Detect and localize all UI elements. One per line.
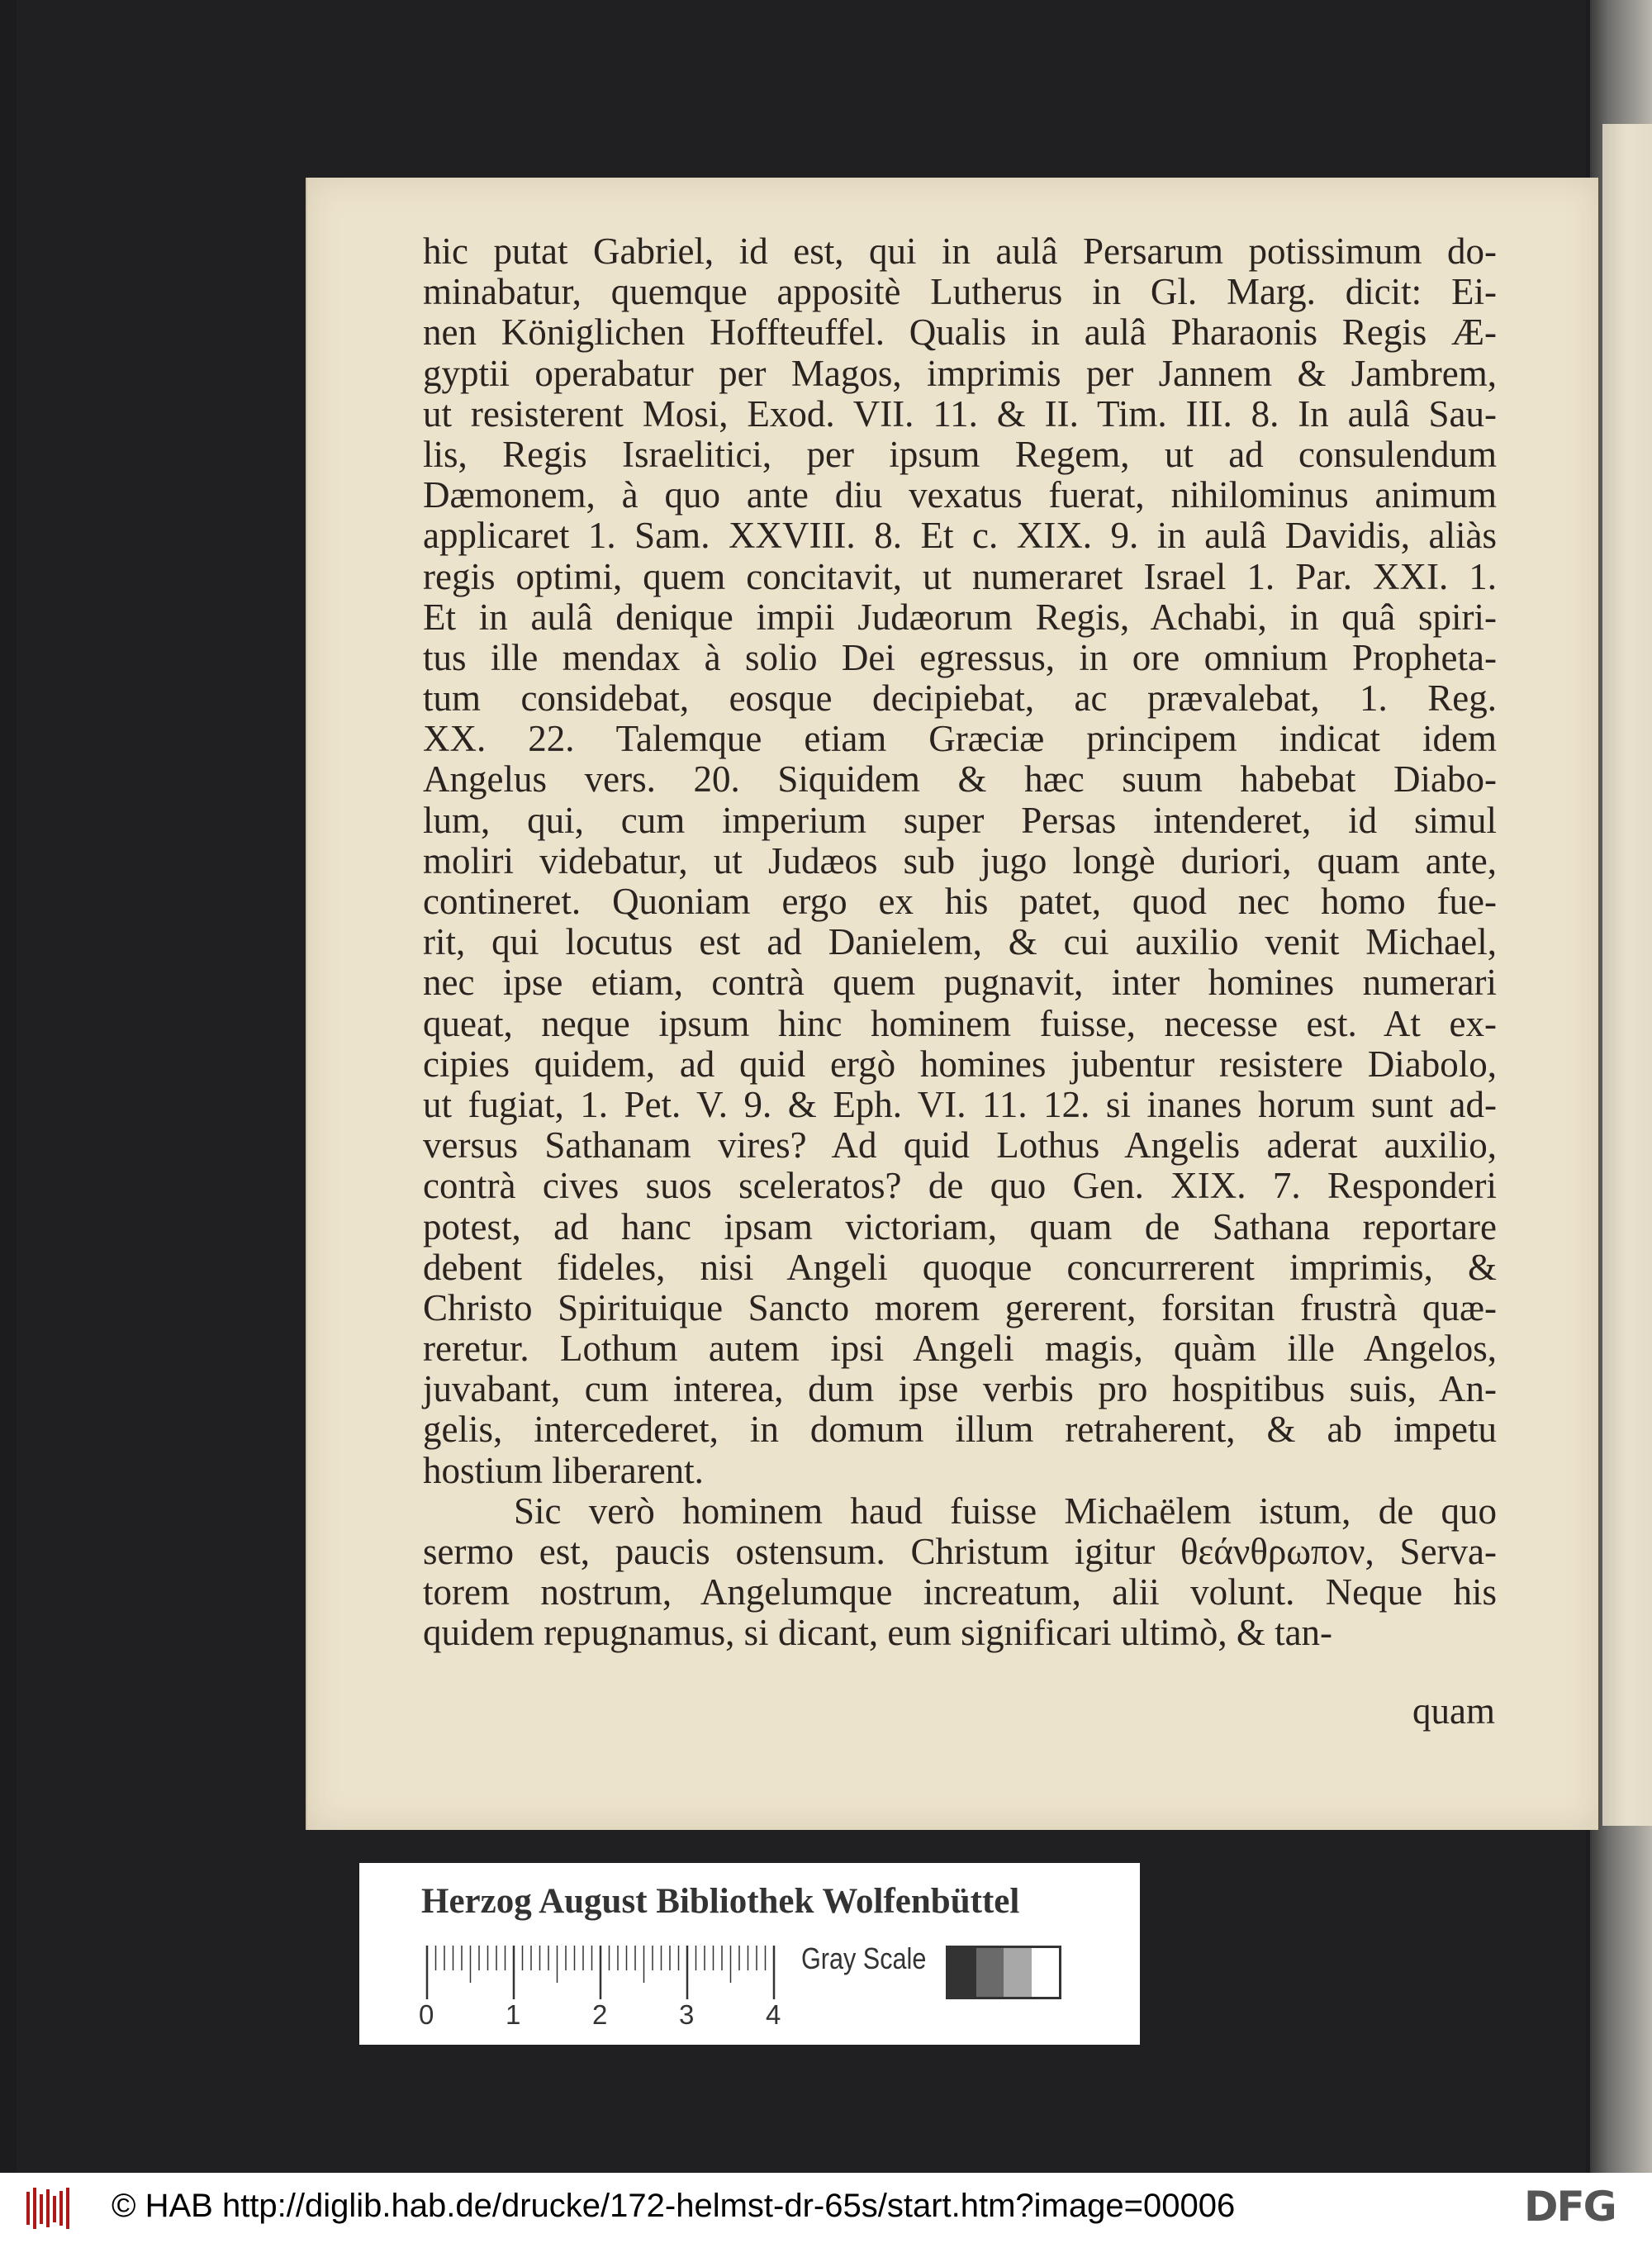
text-line: ut fugiat, 1. Pet. V. 9. & Eph. VI. 11. 12. si inanes horum sunt ad- — [423, 1083, 1497, 1125]
text-line: nec ipse etiam, contrà quem pugnavit, inter homines numerari — [423, 962, 1497, 1004]
page-text-block — [423, 231, 1497, 1654]
gray-scale-label: Gray Scale — [801, 1941, 927, 1975]
text-line: gyptii operabatur per Magos, imprimis per Jannem & Jambrem, — [423, 352, 1497, 394]
text-line: applicaret 1. Sam. XXVIII. 8. Et c. XIX. 9. in aulâ Davidis, aliàs — [423, 515, 1497, 557]
gray-patch — [976, 1948, 1004, 1997]
text-line: sermo est, paucis ostensum. Christum igitur θεάνθρωπον, Serva- — [423, 1531, 1497, 1572]
text-line: queat, neque ipsum hinc hominem fuisse, necesse est. At ex- — [423, 1002, 1497, 1044]
printed-page — [306, 178, 1598, 1830]
text-line: Et in aulâ denique impii Judæorum Regis, Achabi, in quâ spiri- — [423, 596, 1497, 638]
ruler-number: 0 — [419, 1999, 434, 2030]
text-line: tus ille mendax à solio Dei egressus, in ore omnium Propheta- — [423, 636, 1497, 678]
text-line: XX. 22. Talemque etiam Græciæ principem indicat idem — [423, 718, 1497, 760]
catchword: quam — [1412, 1690, 1495, 1732]
library-color-card — [359, 1863, 1140, 2045]
text-line: Sic verò hominem haud fuisse Michaëlem istum, de quo — [514, 1490, 1497, 1532]
text-line: versus Sathanam vires? Ad quid Lothus Angelis aderat auxilio, — [423, 1124, 1497, 1167]
gray-patch — [1004, 1948, 1032, 1997]
text-line: minabatur, quemque appositè Lutherus in Gl. Marg. dicit: Ei- — [423, 271, 1497, 313]
text-line: Angelus vers. 20. Siquidem & hæc suum habebat Diabo- — [423, 758, 1497, 801]
hab-barcode-logo-icon — [25, 2188, 74, 2229]
gray-patch — [1032, 1948, 1060, 1997]
ruler-scale — [424, 1946, 779, 2003]
text-line: lum, qui, cum imperium super Persas intenderet, id simul — [423, 799, 1497, 841]
text-line: debent fideles, nisi Angeli quoque concurrerent imprimis, & — [423, 1246, 1497, 1288]
dfg-logo: DFG — [1524, 2183, 1616, 2231]
text-line: hostium liberarent. — [423, 1449, 704, 1491]
text-line: contineret. Quoniam ergo ex his patet, quod nec homo fue- — [423, 881, 1497, 922]
text-line: contrà cives suos sceleratos? de quo Gen. XIX. 7. Responderi — [423, 1165, 1497, 1207]
gray-scale-patches — [946, 1946, 1061, 1999]
text-line: regis optimi, quem concitavit, ut numeraret Israel 1. Par. XXI. 1. — [423, 555, 1497, 597]
text-line: gelis, intercederet, in domum illum retraherent, & ab impetu — [423, 1409, 1497, 1451]
text-line: juvabant, cum interea, dum ipse verbis pro hospitibus suis, An- — [423, 1368, 1497, 1410]
text-line: rit, qui locutus est ad Danielem, & cui auxilio venit Michael, — [423, 921, 1497, 963]
text-line: ut resisterent Mosi, Exod. VII. 11. & II. Tim. III. 8. In aulâ Sau- — [423, 392, 1497, 435]
footer-copyright-url: © HAB http://diglib.hab.de/drucke/172-helmst-dr-65s/start.htm?image=00006 — [112, 2188, 1236, 2224]
ruler-number: 1 — [506, 1999, 521, 2030]
text-line: moliri videbatur, ut Judæos sub jugo longè duriori, quam ante, — [423, 839, 1497, 882]
text-line: hic putat Gabriel, id est, qui in aulâ Persarum potissimum do- — [423, 230, 1497, 272]
text-line: quidem repugnamus, si dicant, eum significari ultimò, & tan- — [423, 1612, 1333, 1654]
text-line: cipies quidem, ad quid ergò homines jubentur resistere Diabolo, — [423, 1043, 1497, 1085]
ruler-number: 2 — [592, 1999, 608, 2030]
text-line: nen Königlichen Hoffteuffel. Qualis in aulâ Pharaonis Regis Æ- — [423, 311, 1497, 354]
text-line: torem nostrum, Angelumque increatum, alii volunt. Neque his — [423, 1571, 1497, 1613]
ruler-number: 4 — [766, 1999, 781, 2030]
ruler-number: 3 — [679, 1999, 695, 2030]
text-line: potest, ad hanc ipsam victoriam, quam de Sathana reportare — [423, 1205, 1497, 1247]
gray-patch — [948, 1948, 976, 1997]
text-line: Dæmonem, à quo ante diu vexatus fuerat, nihilominus animum — [423, 474, 1497, 516]
text-line: reretur. Lothum autem ipsi Angeli magis, quàm ille Angelos, — [423, 1328, 1497, 1370]
text-line: tum considebat, eosque decipiebat, ac prævalebat, 1. Reg. — [423, 677, 1497, 720]
library-name: Herzog August Bibliothek Wolfenbüttel — [421, 1882, 1020, 1921]
text-line: Christo Spirituique Sancto morem gererent, forsitan frustrà quæ- — [423, 1286, 1497, 1328]
text-line: lis, Regis Israelitici, per ipsum Regem, ut ad consulendum — [423, 433, 1497, 475]
adjacent-page-edge — [1602, 124, 1652, 1826]
footer-bar — [0, 2173, 1652, 2243]
